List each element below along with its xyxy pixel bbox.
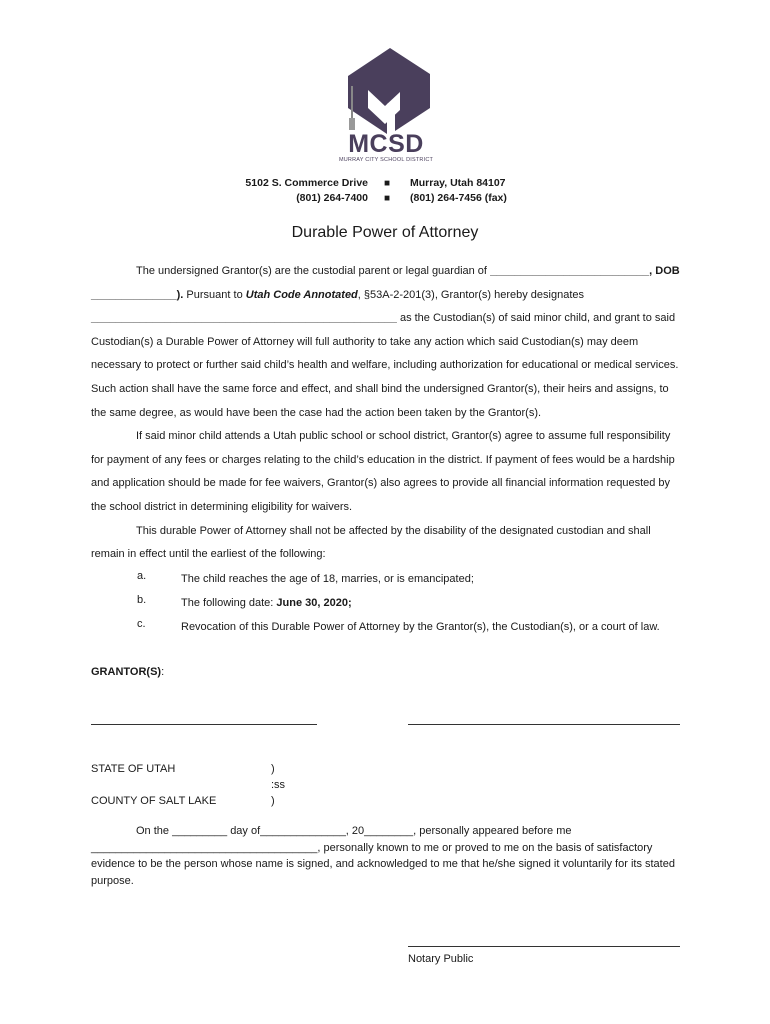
address-bullets bbox=[381, 176, 393, 206]
intro-text: The undersigned Grantor(s) are the custodial parent or legal guardian of bbox=[136, 265, 487, 277]
city-address: Murray, Utah 84107 bbox=[410, 177, 506, 189]
list-text-plain: The following date: bbox=[181, 597, 277, 609]
duration-paragraph bbox=[91, 520, 681, 567]
county-label: COUNTY OF SALT LAKE bbox=[91, 795, 217, 807]
grantor-signature-line-1[interactable] bbox=[91, 724, 317, 725]
address-right bbox=[410, 176, 540, 206]
logo-subtitle: MURRAY CITY SCHOOL DISTRICT bbox=[338, 157, 434, 163]
fees-text: If said minor child attends a Utah public school or school district, Grantor(s) agree to assume full responsibility for payment of any fees or charges relating to the child’s education in the district. If payment of fees would be a hardship and application should be made for fee waivers, Grantor(s) also agrees to provide all financial information requested by the school district in determining eligibility for waivers. bbox=[91, 430, 675, 513]
list-text: Revocation of this Durable Power of Attorney by the Grantor(s), the Custodian(s), or a court of law. bbox=[181, 621, 660, 633]
state-label: STATE OF UTAH bbox=[91, 763, 176, 775]
list-text: The child reaches the age of 18, marries, or is emancipated; bbox=[181, 573, 474, 585]
notary-line-1 bbox=[91, 823, 681, 840]
street-address: 5102 S. Commerce Drive bbox=[245, 177, 368, 189]
grantor-colon: : bbox=[161, 666, 165, 678]
grantor-label-text: GRANTOR(S) bbox=[91, 666, 162, 678]
paren-open: ) bbox=[271, 763, 275, 775]
custodian-name-blank: __________________________________________________ bbox=[91, 312, 397, 325]
square-bullet-icon: ■ bbox=[383, 193, 391, 204]
list-marker: c. bbox=[137, 618, 146, 630]
fees-paragraph bbox=[91, 425, 681, 519]
dob-blank: DOB ______________). bbox=[91, 265, 680, 301]
notary-signature-line[interactable] bbox=[408, 946, 680, 947]
notary-line-2: _____________________________________, personally known to me or proved to me on the basis of satisfactory evidence to be the person whose name is signed, and acknowledged to me that he/she signed it voluntarily for its stated purpose. bbox=[91, 841, 675, 887]
authority-text: as the Custodian(s) of said minor child, and grant to said Custodian(s) a Durable Power of Attorney will full authority to take any action which said Custodian(s) may deem necessary to protect or further said child’s health and welfare, including authorization for educational or medical services. Such action shall have the same force and effect, and shall bind the undersigned Grantor(s), their heirs and assigns, to the same degree, as would have been the case had the action been taken by the Grantor(s). bbox=[91, 312, 679, 419]
child-name-blank: __________________________, bbox=[490, 265, 653, 277]
statute-text: , §53A-2-201(3), Grantor(s) hereby designates bbox=[357, 288, 585, 301]
expiration-date: June 30, 2020; bbox=[276, 597, 352, 609]
grantor-label bbox=[91, 666, 164, 678]
code-reference: Utah Code Annotated bbox=[245, 288, 358, 301]
pursuant-text: Pursuant to bbox=[183, 288, 246, 301]
address-left bbox=[230, 176, 368, 206]
square-bullet-icon: ■ bbox=[383, 178, 391, 189]
list-marker: a. bbox=[137, 570, 147, 582]
notary-public-label: Notary Public bbox=[408, 953, 474, 965]
fax-number: (801) 264-7456 (fax) bbox=[410, 192, 507, 204]
list-marker: b. bbox=[137, 594, 147, 606]
logo-wordmark: MCSD bbox=[348, 130, 424, 158]
notary-date-text: On the _________ day of______________, 20________, personally appeared before me bbox=[136, 825, 572, 837]
duration-text: This durable Power of Attorney shall not be affected by the disability of the designated custodian and shall remain in effect until the earliest of the following: bbox=[91, 524, 651, 561]
notary-paragraph bbox=[91, 823, 681, 889]
paren-close: ) bbox=[271, 795, 275, 807]
phone-number: (801) 264-7400 bbox=[296, 192, 368, 204]
document-title: Durable Power of Attorney bbox=[291, 224, 479, 241]
list-text bbox=[181, 592, 681, 616]
ss-label: :ss bbox=[271, 779, 286, 791]
grantor-signature-line-2[interactable] bbox=[408, 724, 680, 725]
designation-paragraph bbox=[91, 260, 681, 567]
